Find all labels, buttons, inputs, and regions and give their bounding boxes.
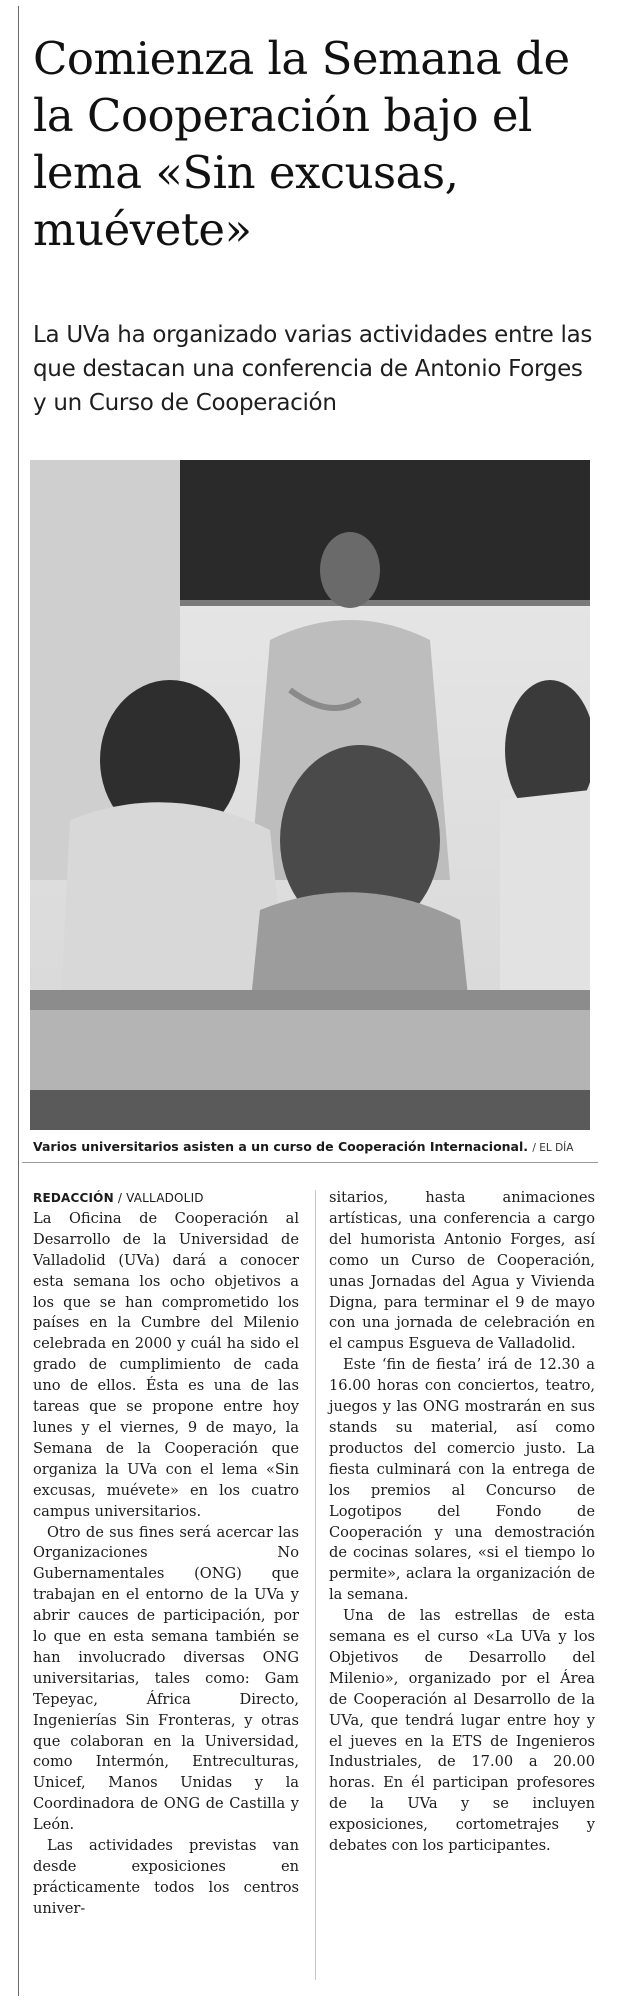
photo-credit: / EL DÍA <box>532 1142 574 1154</box>
column-divider <box>315 1190 316 1980</box>
article-photo <box>30 460 590 1130</box>
body-paragraph: Las actividades previstas van desde exposiciones en prácticamente todos los centros univer- <box>33 1837 299 1917</box>
paragraph-text: La Oficina de Cooperación al Desarrollo de la Universidad de Valladolid (UVa) dará a conocer esta semana los ocho objetivos a los que se han comprometido los países en la Cumbre del Milenio celebrada en 2000 y cuál ha sido el grado de cumplimiento de cada uno de ellos. Ésta es una de las tareas que se propone entre hoy lunes y el viernes, 9 de mayo, la Semana de la Cooperación que organiza la UVa con el lema «Sin excusas, muévete» en los cuatro campus universitarios. <box>33 1209 299 1520</box>
byline-location: VALLADOLID <box>126 1191 204 1205</box>
body-paragraph: Otro de sus fines será acercar las Organizaciones No Gubernamentales (ONG) que trabajan en el entorno de la UVa y abrir cauces de participación, por lo que en esta semana también se han involucrado diversas ONG universitarias, tales como: Gam Tepeyac, África Directo, Ingenierías Sin Fronteras, y otras que colaboran en la Universidad, como Intermón, Entreculturas, Unicef, Manos Unidas y la Coordinadora de ONG de Castilla y León. <box>33 1523 299 1834</box>
body-paragraph: Este ‘fin de fiesta’ irá de 12.30 a 16.00 horas con conciertos, teatro, juegos y las ONG mostrarán en sus stands su material, así como productos del comercio justo. La fiesta culminará con la entrega de los premios al Concurso de Logotipos del Fondo de Cooperación y una demostración de cocinas solares, «si el tiempo lo permite», aclara la organización de la semana. <box>329 1356 595 1604</box>
body-column-right <box>329 1188 595 1857</box>
body-paragraph: Una de las estrellas de esta semana es el curso «La UVa y los Objetivos de Desarrollo del Milenio», organizado por el Área de Cooperación al Desarrollo de la UVa, que tendrá lugar entre hoy y el jueves en la ETS de Ingenieros Industriales, de 17.00 a 20.00 horas. En él participan profesores de la UVa y se incluyen exposiciones, cortometrajes y debates con los participantes. <box>329 1607 595 1855</box>
body-paragraph <box>33 1188 299 1523</box>
byline-agency: REDACCIÓN <box>33 1191 114 1205</box>
byline-separator: / <box>113 1191 127 1205</box>
classroom-photo-illustration <box>30 460 590 1130</box>
subtitle: La UVa ha organizado varias actividades entre las que destacan una conferencia de Antonio Forges y un Curso de Cooperación <box>33 322 593 416</box>
byline <box>33 1191 204 1205</box>
body-column-left <box>33 1188 299 1920</box>
caption-divider <box>22 1162 598 1163</box>
caption-text: Varios universitarios asisten a un curso de Cooperación Internacional. <box>33 1139 529 1154</box>
column-rule <box>18 6 19 1996</box>
photo-caption <box>33 1138 613 1157</box>
headline: Comienza la Semana de la Cooperación bajo el lema «Sin excusas, muévete» <box>33 32 570 256</box>
body-paragraph: sitarios, hasta animaciones artísticas, una conferencia a cargo del humorista Antonio Forges, así como un Curso de Cooperación, unas Jornadas del Agua y Vivienda Digna, para terminar el 9 de mayo con una jornada de celebración en el campus Esgueva de Valladolid. <box>329 1189 595 1353</box>
